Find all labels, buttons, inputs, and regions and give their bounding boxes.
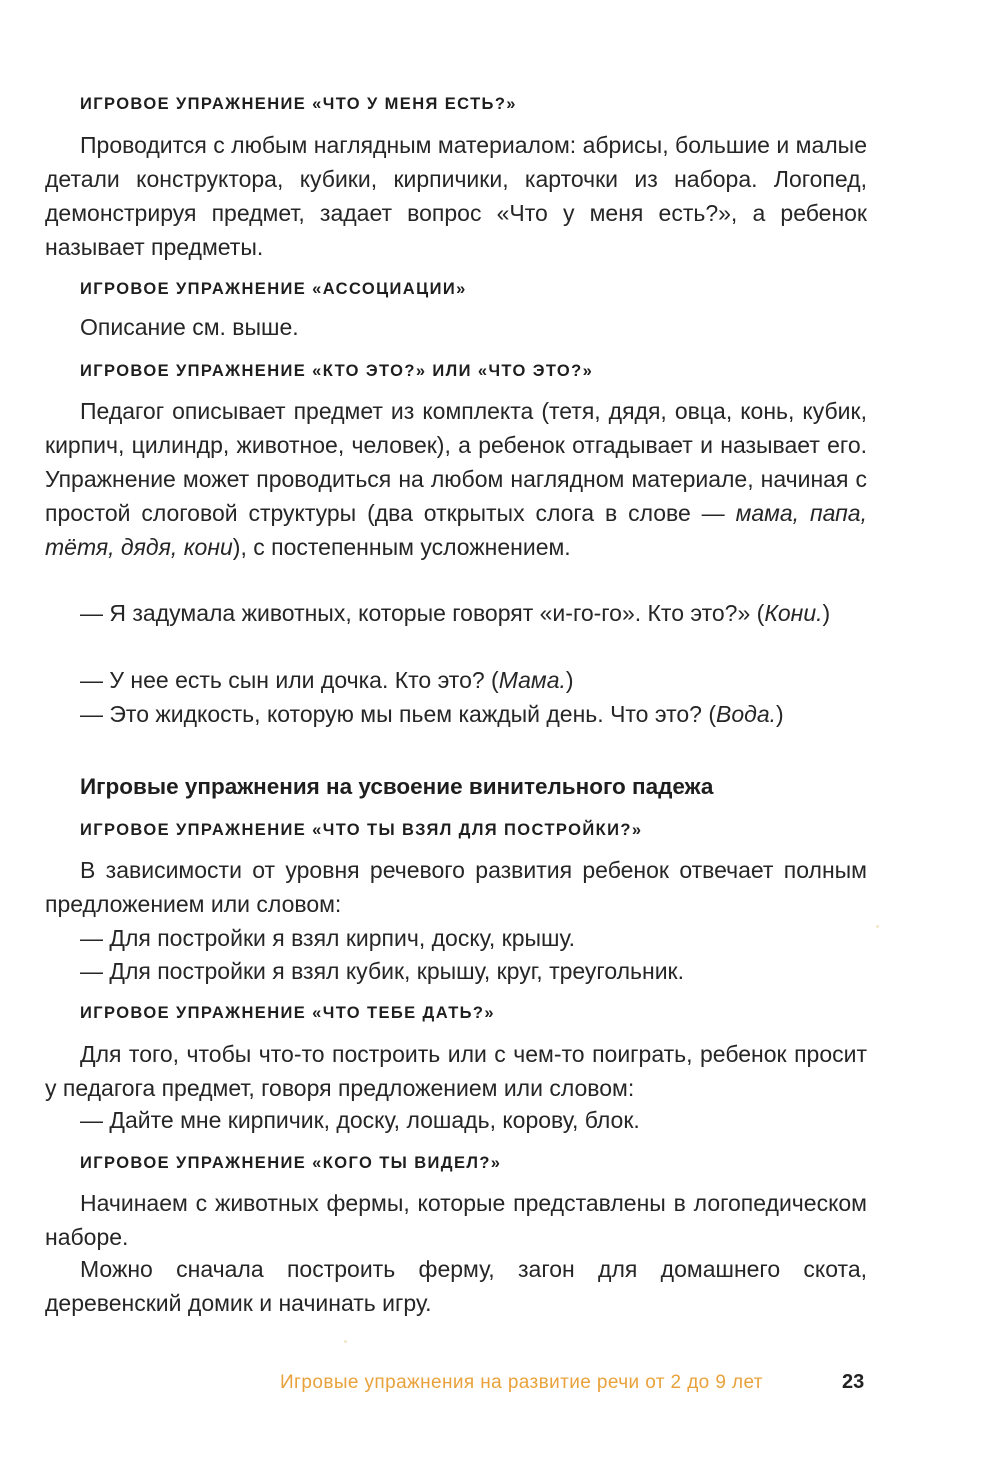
exercise-text-whom-did-you-see-1: Начинаем с животных фермы, которые представлены в логопедическом наборе. [45, 1190, 867, 1250]
paper-speck [344, 1340, 347, 1343]
exercise-text-what-to-give: Для того, чтобы что-то построить или с чем-то поиграть, ребенок просит у педагога предмет, говоря предложением или словом: [45, 1041, 867, 1101]
exercise-title-what-did-you-take: ИГРОВОЕ УПРАЖНЕНИЕ «ЧТО ТЫ ВЗЯЛ ДЛЯ ПОСТРОЙКИ?» [80, 821, 643, 839]
exercise-text-whom-did-you-see-2: Можно сначала построить ферму, загон для домашнего скота, деревенский домик и начинать игру. [45, 1256, 867, 1316]
dialogue-answer: Кони. [764, 600, 823, 626]
footer-book-title: Игровые упражнения на развитие речи от 2 до 9 лет [280, 1372, 763, 1393]
text-part: Педагог описывает предмет из комплекта (тетя, дядя, овца, конь, кубик, кирпич, цилиндр, животное, человек), а ребенок отгадывает и называет его. Упражнение может проводиться на любом наглядном материале, начиная с простой слоговой структуры (два открытых слога в слове — [45, 398, 867, 526]
exercise-text-what-do-i-have: Проводится с любым наглядным материалом: абрисы, большие и малые детали конструктора, кубики, кирпичики, карточки из набора. Логопед, демонстрируя предмет, задает вопрос «Что у меня есть?», а ребенок называет предметы. [45, 132, 867, 260]
example-line-3: — Дайте мне кирпичик, доску, лошадь, корову, блок. [80, 1107, 640, 1133]
exercise-title-who-is-it: ИГРОВОЕ УПРАЖНЕНИЕ «КТО ЭТО?» ИЛИ «ЧТО ЭТО?» [80, 362, 594, 380]
text-part: ), с постепенным усложнением. [232, 534, 571, 560]
dialogue-line-2: — У нее есть сын или дочка. Кто это? (Мама.) [80, 667, 574, 693]
dialogue-line-1: — Я задумала животных, которые говорят «и-го-го». Кто это?» (Кони.) [80, 600, 831, 626]
dialogue-question: — Это жидкость, которую мы пьем каждый день. Что это? [80, 701, 702, 727]
exercise-title-what-to-give: ИГРОВОЕ УПРАЖНЕНИЕ «ЧТО ТЕБЕ ДАТЬ?» [80, 1004, 495, 1022]
page-number: 23 [842, 1371, 865, 1393]
exercise-title-what-do-i-have: ИГРОВОЕ УПРАЖНЕНИЕ «ЧТО У МЕНЯ ЕСТЬ?» [80, 95, 517, 113]
exercise-text-what-did-you-take: В зависимости от уровня речевого развития ребенок отвечает полным предложением или словом: [45, 857, 867, 917]
dialogue-question: — Я задумала животных, которые говорят «и-го-го». Кто это?» [80, 600, 751, 626]
exercise-text-associations: Описание см. выше. [80, 314, 299, 340]
paper-speck [876, 925, 879, 928]
dialogue-answer: Вода. [716, 701, 777, 727]
exercise-text-who-is-it [45, 394, 867, 564]
exercise-title-associations: ИГРОВОЕ УПРАЖНЕНИЕ «АССОЦИАЦИИ» [80, 280, 467, 298]
exercise-title-whom-did-you-see: ИГРОВОЕ УПРАЖНЕНИЕ «КОГО ТЫ ВИДЕЛ?» [80, 1154, 502, 1172]
dialogue-question: — У нее есть сын или дочка. Кто это? ( [80, 667, 499, 693]
section-heading-accusative: Игровые упражнения на усвоение винительного падежа [80, 774, 714, 799]
example-line-1: — Для постройки я взял кирпич, доску, крышу. [80, 925, 576, 951]
dialogue-answer: Мама. [498, 667, 566, 693]
dialogue-line-3: — Это жидкость, которую мы пьем каждый день. Что это? (Вода.) [80, 701, 784, 727]
example-line-2: — Для постройки я взял кубик, крышу, круг, треугольник. [80, 958, 685, 984]
italic-examples: мама, папа, тётя, дядя, кони [45, 500, 867, 560]
